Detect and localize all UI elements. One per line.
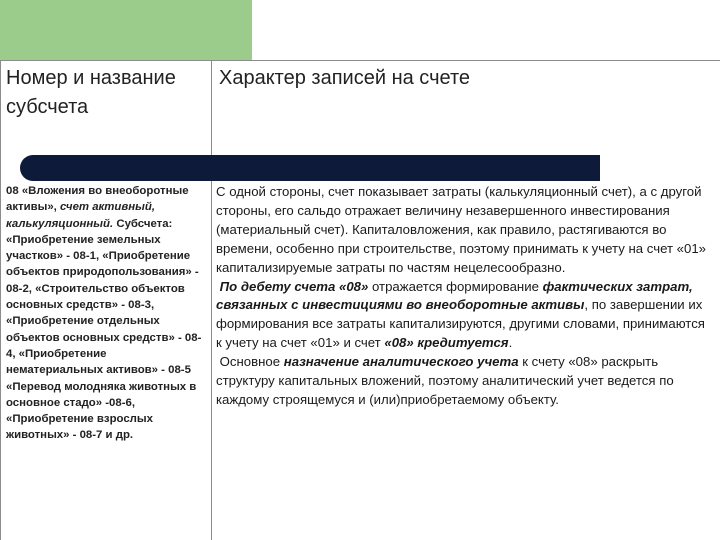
text-span: к счету «08» раскрыть структуру капитальных вложений, поэтому аналитический учет ведется по каждому строящемуся и (или)приобретаемому объекту. xyxy=(216,354,674,407)
text-span: Основное xyxy=(219,354,284,370)
accounts-table xyxy=(0,60,720,540)
text-span: , по завершении их формирования все затраты капитализируются, другими словами, принимаются к учету на счет «01» и счет xyxy=(216,297,705,351)
paragraph-1: С одной стороны, счет показывает затраты (калькуляционный счет), а с другой стороны, его сальдо отражает величину незавершенного инвестирования (материальный счет). Капиталовложения, как правило, растягиваются во времени, особенно при строительстве, поэтому принимать к учету на счет «01» капитализируемые затраты по частям нецелесообразно. xyxy=(216,184,707,275)
debit-phrase: По дебету счета «08» xyxy=(219,278,369,294)
table-column-divider xyxy=(211,60,212,540)
account-title: 08 «Вложения во внеоборотные активы», xyxy=(6,185,189,214)
page-number: 18 xyxy=(14,497,37,519)
subaccount-description xyxy=(6,183,206,444)
records-description xyxy=(216,183,712,410)
analytic-phrase: назначение аналитического учета xyxy=(283,354,519,370)
credit-phrase: «08» кредитуется xyxy=(384,335,509,351)
table-border-top xyxy=(0,60,720,61)
subaccounts-list: Субсчета: «Приобретение земельных участков» - 08-1, «Приобретение объектов природопользования» - 08-2, «Строительство объектов основных средств» - 08-3, «Приобретение отдельных объектов основных средств» - 08-4, «Приобретение нематериальных активов» - 08-5 «Перевод молодняка животных в основное стадо» -08-6, «Приобретение взрослых животных» - 08-7 и др. xyxy=(6,217,202,442)
header-subaccount: Номер и название субсчета xyxy=(6,67,176,118)
text-span: отражается формирование xyxy=(368,278,543,294)
account-type: счет активный, калькуляционный. xyxy=(6,201,156,230)
paragraph-3 xyxy=(216,353,712,410)
paragraph-2 xyxy=(216,278,712,354)
header-divider-bar xyxy=(20,155,600,181)
table-border-left xyxy=(0,60,1,540)
text-span: . xyxy=(508,335,513,351)
header-records-nature: Характер записей на счете xyxy=(219,67,471,89)
emphasis-phrase: фактических затрат, связанных с инвестициями во внеоборотные активы xyxy=(216,278,693,313)
